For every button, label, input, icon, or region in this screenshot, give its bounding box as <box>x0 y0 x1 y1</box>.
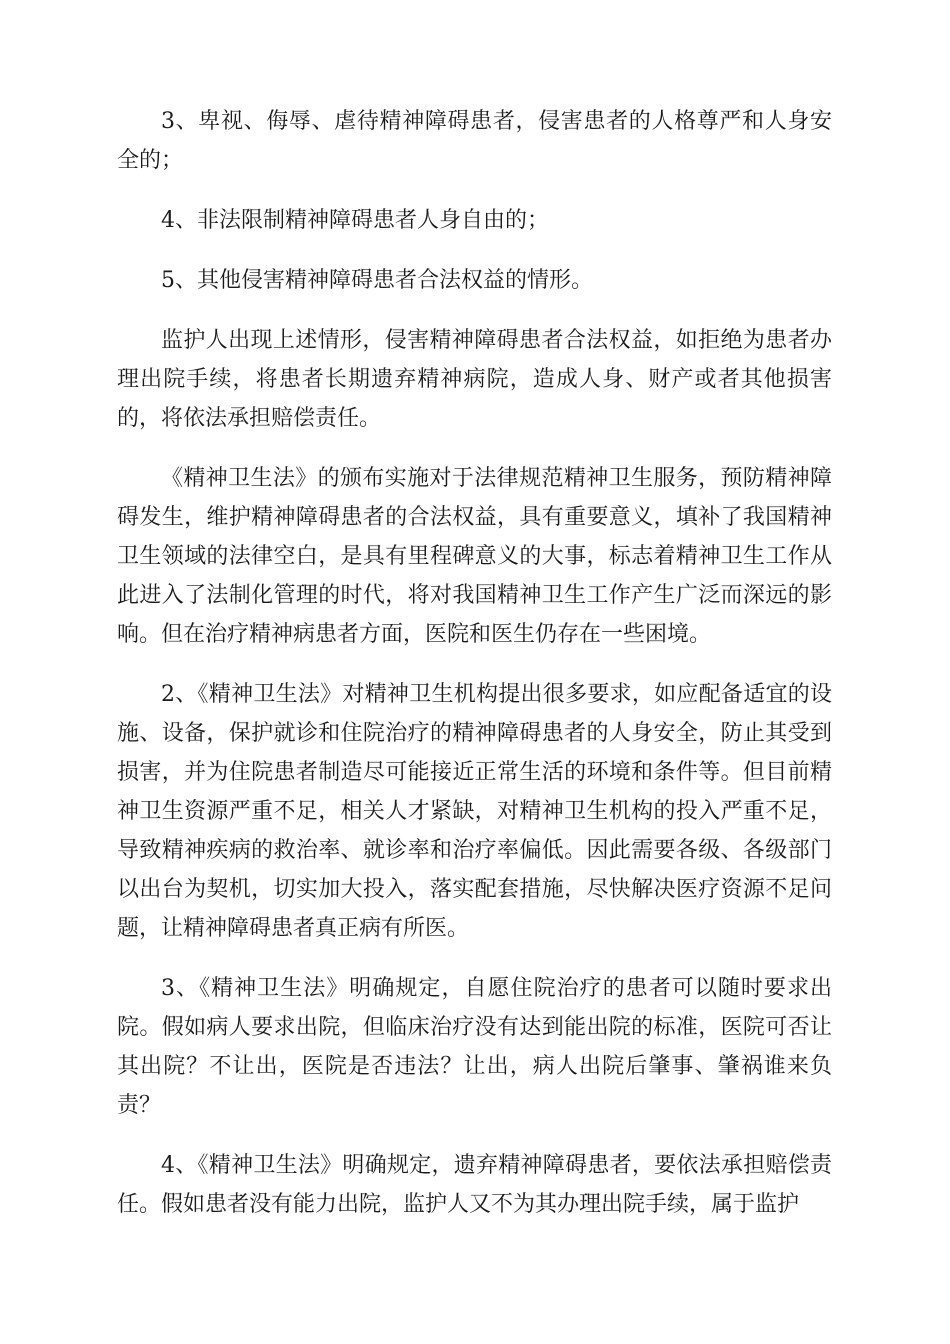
paragraph-item-5-other-rights: 5、其他侵害精神障碍患者合法权益的情形。 <box>161 268 593 293</box>
paragraph-item-4-freedom: 4、非法限制精神障碍患者人身自由的； <box>161 208 549 233</box>
paragraph-point-4-abandonment: 4、《精神卫生法》明确规定，遗弃精神障碍患者，要依法承担赔偿责任。假如患者没有能力出院，监护人又不为其办理出院手续，属于监护 <box>117 1153 832 1217</box>
paragraph-point-3-discharge: 3、《精神卫生法》明确规定，自愿住院治疗的患者可以随时要求出院。假如病人要求出院，但临床治疗没有达到能出院的标准，医院可否让其出院？不让出，医院是否违法？让出，病人出院后肇事、肇祸谁来负责？ <box>117 976 832 1118</box>
paragraph-point-2-resources: 2、《精神卫生法》对精神卫生机构提出很多要求，如应配备适宜的设施、设备，保护就诊和住院治疗的精神障碍患者的人身安全，防止其受到损害，并为住院患者制造尽可能接近正常生活的环境和条件等。但目前精神卫生资源严重不足，相关人才紧缺，对精神卫生机构的投入严重不足，导致精神疾病的救治率、就诊率和治疗率偏低。因此需要各级、各级部门以出台为契机，切实加大投入，落实配套措施，尽快解决医疗资源不足问题，让精神障碍患者真正病有所医。 <box>117 682 832 941</box>
paragraph-guardian-liability: 监护人出现上述情形，侵害精神障碍患者合法权益，如拒绝为患者办理出院手续，将患者长期遗弃精神病院，造成人身、财产或者其他损害的，将依法承担赔偿责任。 <box>117 328 832 431</box>
paragraph-item-3-dignity: 3、卑视、侮辱、虐待精神障碍患者，侵害患者的人格尊严和人身安全的； <box>117 109 832 173</box>
paragraph-law-significance: 《精神卫生法》的颁布实施对于法律规范精神卫生服务，预防精神障碍发生，维护精神障碍患者的合法权益，具有重要意义，填补了我国精神卫生领域的法律空白，是具有里程碑意义的大事，标志着精神卫生工作从此进入了法制化管理的时代，将对我国精神卫生工作产生广泛而深远的影响。但在治疗精神病患者方面，医院和医生仍存在一些困境。 <box>117 466 832 647</box>
